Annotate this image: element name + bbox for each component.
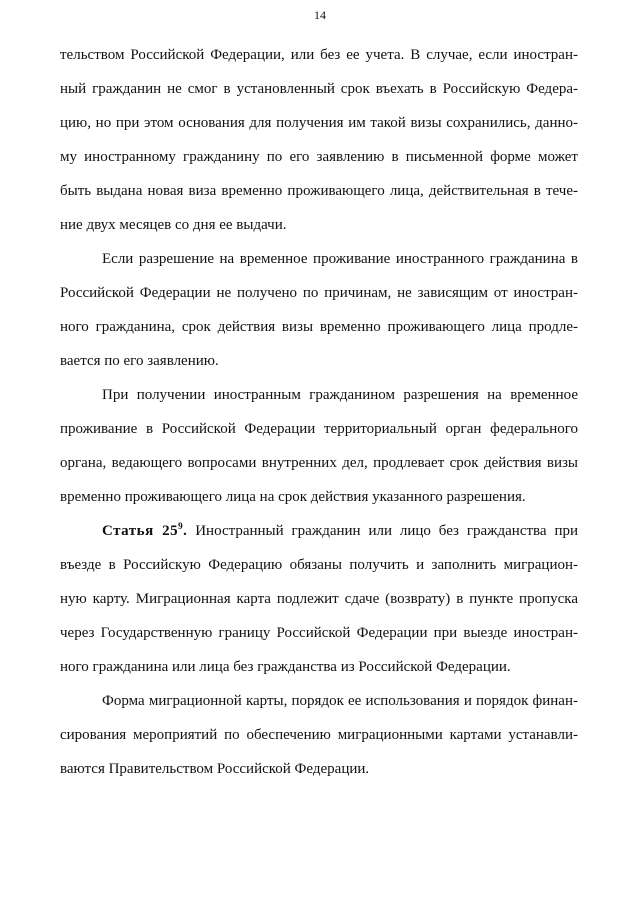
text-line: быть выдана новая виза временно проживающего лица, действительная в тече- (60, 183, 578, 199)
article-superscript: 9 (178, 521, 184, 531)
article-label-end: . (183, 523, 188, 539)
paragraph-2 (60, 242, 578, 378)
text-line: проживание в Российской Федерации территориальный орган федерального (60, 421, 578, 437)
text-line: ного гражданина или лица без гражданства из Российской Федерации. (60, 659, 511, 675)
text-line: ваются Правительством Российской Федерации. (60, 761, 370, 777)
text-line: временно проживающего лица на срок действия указанного разрешения. (60, 489, 526, 505)
article-label (102, 523, 187, 539)
text-line: ную карту. Миграционная карта подлежит сдаче (возврату) в пункте пропуска (60, 591, 578, 607)
text-line: въезде в Российскую Федерацию обязаны получить и заполнить миграцион- (60, 557, 578, 573)
text-line: му иностранному гражданину по его заявлению в письменной форме может (60, 149, 578, 165)
text-line: ного гражданина, срок действия визы временно проживающего лица продле- (60, 319, 578, 335)
paragraph-5 (60, 684, 578, 786)
paragraph-3 (60, 378, 578, 514)
paragraph-article (60, 514, 578, 684)
page-number: 14 (314, 8, 326, 22)
text-line: Если разрешение на временное проживание иностранного гражданина в (102, 251, 578, 267)
text-line: сирования мероприятий по обеспечению миграционными картами устанавли- (60, 727, 578, 743)
text-line: органа, ведающего вопросами внутренних дел, продлевает срок действия визы (60, 455, 578, 471)
text-line: При получении иностранным гражданином разрешения на временное (102, 387, 578, 403)
text-line: Российской Федерации не получено по причинам, не зависящим от иностран- (60, 285, 578, 301)
text-line: ный гражданин не смог в установленный срок въехать в Российскую Федера- (60, 81, 578, 97)
article-first-line (60, 514, 578, 548)
text-line: Форма миграционной карты, порядок ее использования и порядок финан- (102, 693, 578, 709)
text-line: тельством Российской Федерации, или без ее учета. В случае, если иностран- (60, 47, 578, 63)
text-line: вается по его заявлению. (60, 353, 219, 369)
text-line: через Государственную границу Российской Федерации при выезде иностран- (60, 625, 578, 641)
document-body (60, 38, 578, 786)
paragraph-1 (60, 38, 578, 242)
text-line: ние двух месяцев со дня ее выдачи. (60, 217, 287, 233)
text-line: цию, но при этом основания для получения им такой визы сохранились, данно- (60, 115, 578, 131)
article-text: Иностранный гражданин или лицо без гражданства при (187, 523, 578, 539)
article-label-text: Статья 25 (102, 523, 179, 539)
